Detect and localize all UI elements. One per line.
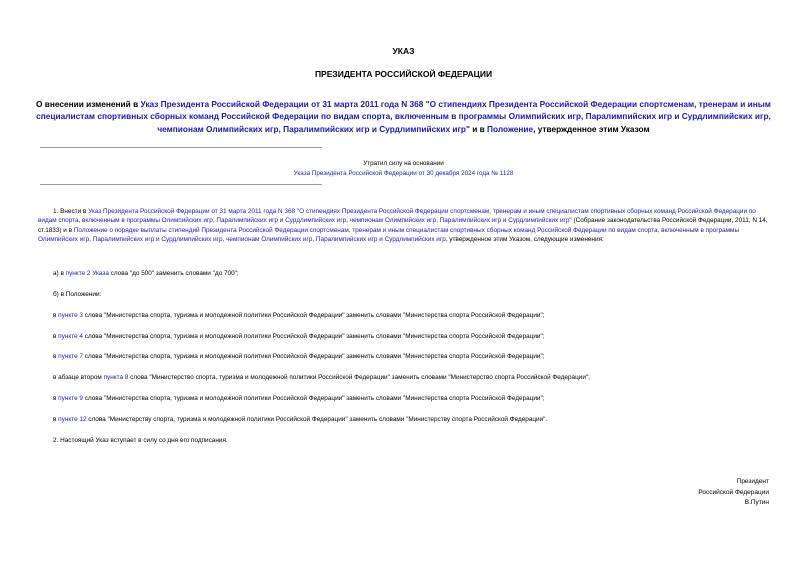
sub-item-pre: в: [53, 395, 59, 402]
lost-force-link-line: [0, 170, 807, 177]
title-link-decree[interactable]: Указ Президента Российской Федерации от 31 марта 2011 года N 368 "О стипендиях Президента Российской Федерации спортсменам, тренерам и иным специалистам спортивных сборных команд Российской Федерации по видам спорта, включенным в программы Олимпийских игр, Паралимпийских игр и Сурдлимпийских игр, чемпионам Олимпийских игр, Паралимпийских игр и Сурдлимпийских игр": [36, 99, 771, 134]
lost-force-link[interactable]: Указа Президента Российской Федерации от 30 декабря 2024 года № 1128: [293, 170, 514, 177]
item-b: б) в Положении:: [53, 291, 102, 298]
top-divider: [40, 147, 322, 148]
sub-item: [53, 311, 773, 320]
sub-item-link[interactable]: пункте 9: [58, 395, 83, 402]
sub-item: [53, 415, 773, 424]
sub-item-post: слова "Министерства спорта, туризма и молодежной политики Российской Федерации" заменить словами "Министерства спорта Российской Федерации";: [82, 333, 545, 340]
item-a-link[interactable]: пункте 2 Указа: [65, 270, 109, 277]
p1-link-decree[interactable]: Указ Президента Российской Федерации от 31 марта 2011 года N 368 "О стипендиях Президента Российской Федерации спортсменам, тренерам и иным специалистам спортивных сборных команд Российской Федерации по видам спорта, включенным в программы Олимпийских игр, Паралимпийских игр и Сурдлимпийских игр, чемпионам Олимпийских игр, Паралимпийских игр и Сурдлимпийских игр": [38, 208, 756, 225]
sub-item-post: слова "Министерству спорта, туризма и молодежной политики Российской Федерации" заменить словами "Министерству спорта Российской Федерации".: [86, 416, 548, 423]
signature-title: Президент: [736, 478, 769, 485]
signature-org: Российской Федерации: [698, 488, 769, 496]
sub-item-post: слова "Министерство спорта, туризма и молодежной политики Российской Федерации" заменить словами "Министерство спорта Российской Федерации";: [128, 374, 590, 381]
sub-item: [53, 332, 773, 341]
item-a: [53, 269, 773, 278]
signature-block: [698, 477, 769, 509]
sub-item: [53, 352, 773, 361]
sub-item-post: слова "Министерства спорта, туризма и молодежной политики Российской Федерации" заменить словами "Министерства спорта Российской Федерации";: [82, 353, 545, 360]
title-text-post: , утвержденное этим Указом: [533, 123, 650, 134]
doc-type-heading: УКАЗ: [392, 46, 415, 56]
sub-item-pre: в: [53, 312, 59, 319]
document-title: [32, 98, 775, 135]
sub-item: [53, 394, 773, 403]
sub-item-pre: в: [53, 333, 59, 340]
sub-item-link[interactable]: пункте 7: [58, 353, 83, 360]
sub-item-post: слова "Министерства спорта, туризма и молодежной политики Российской Федерации" заменить словами "Министерства спорта Российской Федерации";: [82, 395, 545, 402]
paragraph-2: 2. Настоящий Указ вступает в силу со дня его подписания.: [53, 437, 228, 444]
sub-item-link[interactable]: пункте 3: [58, 312, 83, 319]
item-a-post: слова "до 500" заменить словами "до 700";: [108, 270, 239, 277]
sub-item-link[interactable]: пункте 12: [58, 416, 87, 423]
paragraph-1: [38, 207, 770, 244]
lost-force-note: Утратил силу на основании: [363, 160, 444, 167]
p1-text-1: 1. Внести в: [53, 208, 89, 215]
p1-text-2: (Собрание законодательства Российской Федерации, 2011, N 14, ст.1833) и в: [38, 217, 768, 234]
title-text-mid: и в: [469, 123, 488, 134]
title-link-regulation[interactable]: Положение: [487, 123, 534, 134]
issuer-heading: ПРЕЗИДЕНТА РОССИЙСКОЙ ФЕДЕРАЦИИ: [314, 69, 493, 79]
item-a-pre: а) в: [53, 270, 66, 277]
sub-item-link[interactable]: пункте 4: [58, 333, 83, 340]
sub-item-post: слова "Министерства спорта, туризма и молодежной политики Российской Федерации" заменить словами "Министерства спорта Российской Федерации";: [82, 312, 545, 319]
bottom-divider: [40, 184, 322, 185]
p1-text-3: , утвержденное этим Указом, следующие изменения:: [445, 235, 604, 243]
sub-item-pre: в: [53, 353, 59, 360]
sub-item-link[interactable]: пункта 8: [103, 374, 129, 381]
signature-name: В.Путин: [744, 499, 769, 506]
sub-item: [53, 373, 773, 382]
p1-link-regulation[interactable]: Положение о порядке выплаты стипендий Президента Российской Федерации спортсменам, тренерам и иным специалистам спортивных сборных команд Российской Федерации по видам спорта, включенным в программы Олимпийских игр, Паралимпийских игр и Сурдлимпийских игр, чемпионам Олимпийских игр, Паралимпийских игр и Сурдлимпийских игр: [38, 226, 740, 243]
sub-item-pre: в абзаце втором: [53, 374, 104, 381]
sub-item-pre: в: [53, 416, 59, 423]
title-text-pre: О внесении изменений в: [36, 99, 141, 109]
